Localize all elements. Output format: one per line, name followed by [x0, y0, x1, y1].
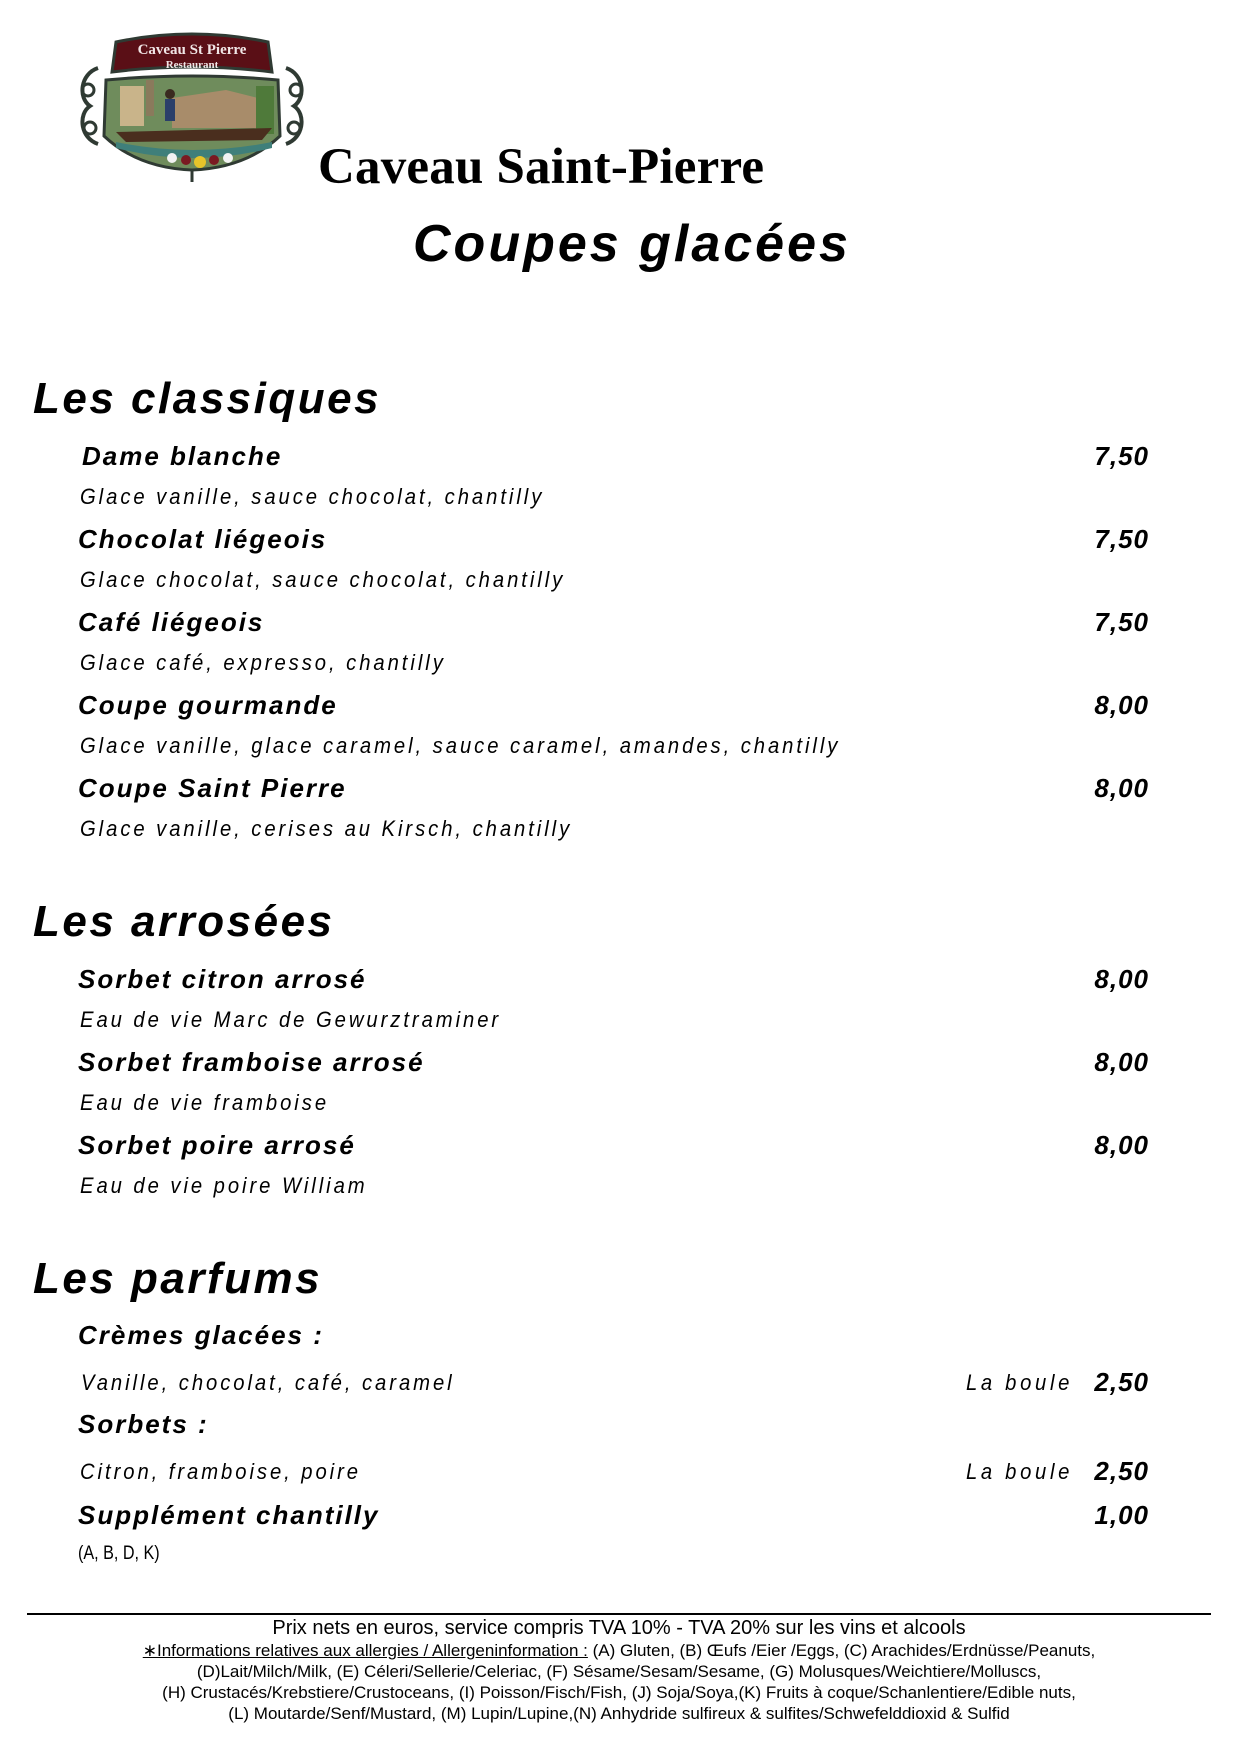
tax-note: Prix nets en euros, service compris TVA 10% - TVA 20% sur les vins et alcools [272, 1617, 966, 1639]
menu-item-price: 8,00 [1094, 773, 1149, 803]
allergen-heading: ∗Informations relatives aux allergies / Allergeninformation : [142, 1641, 588, 1660]
menu-item-price: 8,00 [1094, 1047, 1149, 1077]
menu-item-name: Coupe Saint Pierre [78, 773, 347, 803]
menu-item-name: Sorbet framboise arrosé [78, 1047, 425, 1077]
menu-item-name: Sorbet citron arrosé [78, 964, 367, 994]
menu-item-name: Sorbets : [78, 1409, 209, 1439]
allergen-line-2: (D)Lait/Milch/Milk, (E) Céleri/Sellerie/Celeriac, (F) Sésame/Sesam/Sesame, (G) Molusques/Weichtiere/Molluscs, [196, 1662, 1042, 1681]
menu-item-description: Eau de vie poire William [80, 1173, 368, 1198]
restaurant-logo [76, 28, 308, 184]
menu-item-name: Dame blanche [82, 441, 283, 471]
svg-text:Caveau St Pierre: Caveau St Pierre [137, 42, 247, 58]
footer-divider [27, 1613, 1211, 1615]
allergen-line-4: (L) Moutarde/Senf/Mustard, (M) Lupin/Lupine,(N) Anhydride sulfireux & sulfites/Schwefelddioxid & Sulfid [228, 1704, 1010, 1723]
menu-item-name: Crèmes glacées : [78, 1320, 324, 1350]
menu-item-description: Glace vanille, cerises au Kirsch, chantilly [80, 816, 573, 841]
section-title-arrosees: Les arrosées [33, 897, 335, 946]
menu-item-price: 1,00 [1094, 1500, 1149, 1530]
menu-item-name: Café liégeois [78, 607, 265, 637]
menu-item-price: 7,50 [1094, 524, 1149, 554]
menu-item-description: Eau de vie framboise [80, 1090, 330, 1115]
menu-item-price: 7,50 [1094, 441, 1149, 471]
allergen-line-3: (H) Crustacés/Krebstiere/Crustoceans, (I) Poisson/Fisch/Fish, (J) Soja/Soya,(K) Fruits à coque/Schanlentiere/Edible nuts, [162, 1683, 1076, 1702]
menu-item-price: 7,50 [1094, 607, 1149, 637]
menu-item-name: Coupe gourmande [78, 690, 338, 720]
menu-item-description: Glace vanille, sauce chocolat, chantilly [80, 484, 545, 509]
menu-title: Coupes glacées [413, 215, 851, 273]
menu-item-description: Glace café, expresso, chantilly [80, 650, 446, 675]
footer [27, 1616, 1211, 1724]
unit-label: La boule [966, 1459, 1074, 1484]
svg-text:Restaurant: Restaurant [165, 59, 219, 71]
section-title-classiques: Les classiques [33, 374, 382, 423]
menu-item-price: 8,00 [1094, 964, 1149, 994]
menu-item-name: Sorbet poire arrosé [78, 1130, 356, 1160]
menu-item-name: Supplément chantilly [78, 1500, 380, 1530]
menu-item-price: 8,00 [1094, 1130, 1149, 1160]
menu-item-description: Eau de vie Marc de Gewurztraminer [80, 1007, 502, 1032]
menu-item-description: Citron, framboise, poire [80, 1459, 362, 1484]
unit-label: La boule [966, 1370, 1074, 1395]
hanging-sign-icon [76, 28, 308, 184]
restaurant-name: Caveau Saint-Pierre [318, 139, 765, 195]
menu-item-description: Glace chocolat, sauce chocolat, chantilly [80, 567, 566, 592]
allergen-codes: (A, B, D, K) [78, 1543, 160, 1564]
menu-item-price: 2,50 [1094, 1367, 1149, 1397]
allergen-line-1: ∗Informations relatives aux allergies / Allergeninformation : (A) Gluten, (B) Œufs /Eier /Eggs, (C) Arachides/Erdnüsse/Peanuts, [142, 1641, 1096, 1660]
menu-item-price: 8,00 [1094, 690, 1149, 720]
menu-item-price: 2,50 [1094, 1456, 1149, 1486]
section-title-parfums: Les parfums [33, 1254, 323, 1303]
menu-item-description: Vanille, chocolat, café, caramel [81, 1370, 455, 1395]
menu-item-description: Glace vanille, glace caramel, sauce caramel, amandes, chantilly [80, 733, 841, 758]
menu-item-name: Chocolat liégeois [78, 524, 328, 554]
